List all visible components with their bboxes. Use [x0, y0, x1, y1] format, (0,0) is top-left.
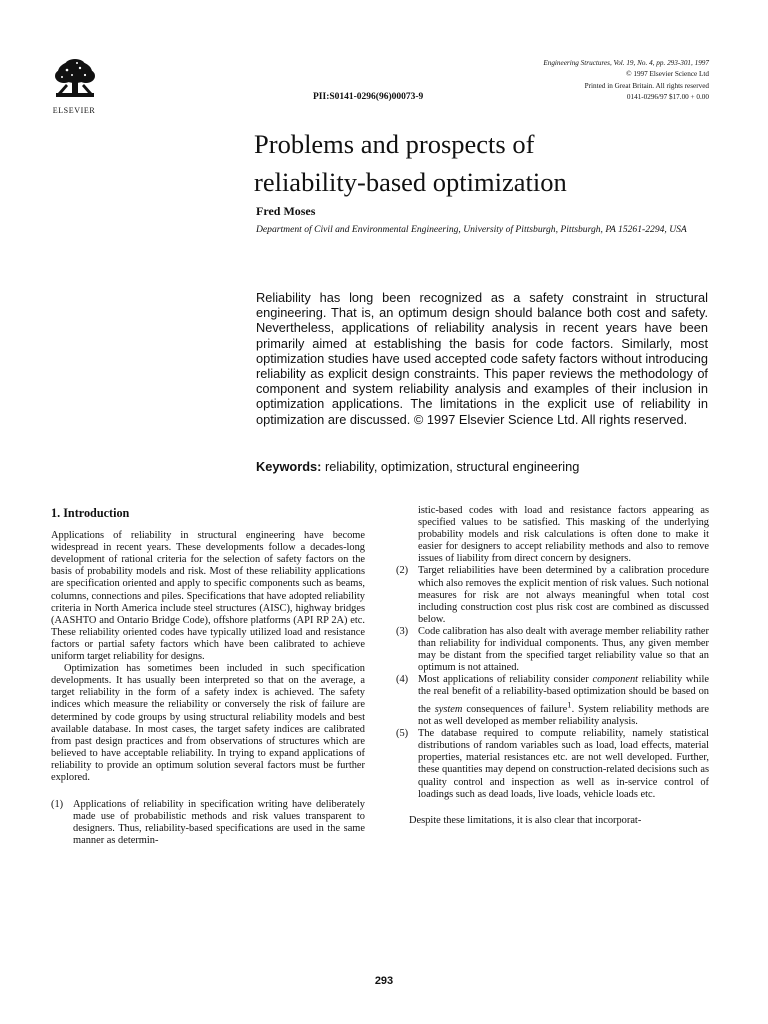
list-item-number: (2)	[396, 565, 409, 577]
keywords	[256, 459, 579, 474]
reference-marker: 1	[567, 699, 572, 710]
list-item	[51, 799, 365, 847]
author-affiliation: Department of Civil and Environmental Engineering, University of Pittsburgh, Pittsburgh, PA 15261-2294, USA	[256, 224, 687, 235]
paragraph: Applications of reliability in structural engineering have become widespread in recent years. These developments follow a decades-long development of rational criteria for the selection of safety factors on the basis of probability models and risk. Most of these reliability applications are specification oriented and apply to specific components such as beams, columns, connections and piles. Specifications that have adopted reliability criteria in North America include steel structures (AISC), highway bridges (AASHTO and Ontario Bridge Code), offshore platforms (API RP 2A) etc. These reliability oriented codes have typically utilized load and resistance factors or partial safety factors which have been calibrated to achieve uniform target reliability for designs.	[51, 530, 365, 663]
list-item	[396, 565, 709, 625]
title-line-1: Problems and prospects of	[254, 129, 535, 159]
right-column	[396, 505, 709, 827]
page-number: 293	[374, 975, 394, 987]
emphasis: component	[592, 674, 639, 686]
author-name: Fred Moses	[256, 204, 316, 218]
numbered-list	[51, 799, 365, 847]
list-item-number: (3)	[396, 625, 409, 637]
emphasis: system	[434, 703, 463, 715]
list-item-number: (1)	[51, 799, 64, 811]
section-heading: 1. Introduction	[51, 506, 130, 520]
journal-citation	[543, 58, 709, 103]
paragraph: Despite these limitations, it is also clear that incorporat-	[409, 814, 642, 826]
publisher-name: ELSEVIER	[52, 106, 96, 115]
title-line-2: reliability-based optimization	[254, 167, 567, 197]
list-text-segment: consequences of failure	[462, 703, 568, 715]
list-item-text	[418, 674, 709, 727]
left-column	[51, 507, 365, 847]
list-text-segment: Most applications of reliability consider	[418, 674, 593, 686]
list-item-number: (5)	[396, 728, 409, 740]
abstract: Reliability has long been recognized as a safety constraint in structural engineering. That is, an optimum design should balance both cost and safety. Nevertheless, applications of reliability analysis in recent years have been primarily aimed at establishing the basis for code factors. Similarly, most optimization studies have used accepted code safety factors without introducing reliability as explicit design constraints. This paper reviews the methodology of component and system reliability analysis and examples of their inclusion in optimization applications. The limitations in the explicit use of reliability in optimization are discussed. © 1997 Elsevier Science Ltd. All rights reserved.	[256, 290, 708, 427]
list-item-text: The database required to compute reliability, namely statistical distributions of random variables such as load, load effects, material properties, material resistances etc. are not well developed. Further, these quantities may depend on construction-related decisions such as quality control and inspection as well as in-service control of loadings such as dead loads, live loads, vehicle loads etc.	[418, 728, 709, 800]
list-item-continuation: istic-based codes with load and resistance factors appearing as specified values to be satisfied. This masking of the underlying probability models and risk calculations is often done to make it easier for designers to accept reliability methods and also to remove issues of liability from direct concern by designers.	[418, 505, 709, 565]
journal-reference: Engineering Structures, Vol. 19, No. 4, pp. 293-301, 1997	[543, 59, 709, 67]
publisher-logo	[46, 58, 102, 115]
list-item	[396, 626, 709, 674]
copyright-line: © 1997 Elsevier Science Ltd	[626, 70, 709, 79]
keywords-label: Keywords:	[256, 459, 322, 474]
list-item-text: Code calibration has also dealt with average member reliability rather than reliability for individual components. Thus, any given member may be distant from the specified target reliability value so that an optimum is not attained.	[418, 625, 709, 674]
pii-identifier: PII:S0141-0296(96)00073-9	[313, 92, 424, 102]
list-text-segment: . System reliability methods are not as well developed as member reliability analysis.	[418, 703, 710, 728]
list-item	[396, 674, 709, 728]
keywords-list: reliability, optimization, structural engineering	[324, 459, 580, 474]
article-title	[254, 125, 567, 201]
list-item-text: Target reliabilities have been determined by a calibration procedure which also removes the explicit mention of risk values. Such notional measures for risk are not always meaningful when total cost including construction cost plus risk cost are combined as discussed below.	[418, 565, 709, 625]
paragraph: Optimization has sometimes been included in such specification developments. It has usually been interpreted so that on the average, a target reliability in the form of a safety index is achieved. The safety indices which measure the reliability or conversely the risk of failure are determined by code groups by using structural reliability models and best available database. In most cases, the target safety indices are calibrated from past design practices and from observations of structures which are believed to have acceptable reliability. In trying to expand applications of reliability to provide an optimum solution several factors must be further explored.	[51, 663, 365, 783]
list-item	[396, 728, 709, 801]
printed-line: Printed in Great Britain. All rights reserved	[584, 81, 709, 90]
list-text-segment: reliability while the real benefit of a reliability-based optimization should be based on the	[418, 674, 709, 715]
issn-line: 0141-0296/97 $17.00 + 0.00	[626, 92, 709, 101]
elsevier-tree-icon	[52, 58, 98, 100]
list-item-number: (4)	[396, 674, 409, 686]
list-item-text: Applications of reliability in specification writing have deliberately made use of probabilistic methods and risk values transparent to designers. Thus, reliability-based specifications are used in the same manner as determin-	[73, 799, 365, 847]
numbered-list	[396, 565, 709, 800]
